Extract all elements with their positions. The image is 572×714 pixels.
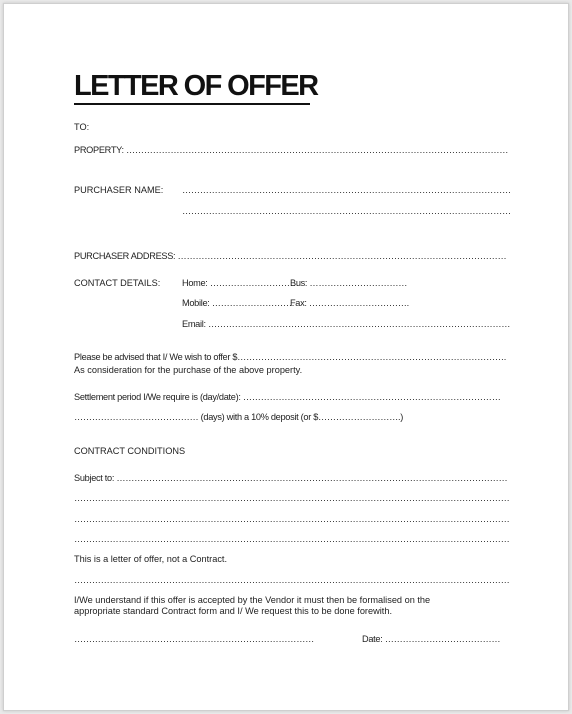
page-title: LETTER OF OFFER: [74, 70, 318, 102]
deposit-line: …………………………………… (days) with a 10% deposit (or $……………………….): [74, 412, 404, 422]
home-phone-line: Home: …………………………: [182, 278, 299, 288]
document-page: [3, 3, 569, 711]
purchaser-name-line-2: …………………………………………………………………………………………………: [182, 206, 511, 216]
fax-line: Fax: …………………………….: [290, 298, 409, 308]
condition-line: …………………………………………………………………………………………………………………………………: [74, 514, 510, 524]
condition-line: …………………………………………………………………………………………………………………………………: [74, 534, 510, 544]
understanding-text-1: I/We understand if this offer is accepted by the Vendor it must then be formalised on the: [74, 595, 431, 605]
contact-details-label: CONTACT DETAILS:: [74, 278, 161, 288]
to-label: TO:: [74, 122, 90, 132]
purchaser-address-line: PURCHASER ADDRESS: …………………………………………………………………………………………………: [74, 251, 507, 261]
date-line: Date: …………………………………: [362, 634, 501, 644]
title-underline: [74, 103, 310, 105]
business-phone-line: Bus: ……………………………: [290, 278, 408, 288]
not-contract-text: This is a letter of offer, not a Contract.: [74, 554, 228, 564]
property-line: PROPERTY: …………………………………………………………………………………………………………………: [74, 145, 509, 155]
mobile-phone-line: Mobile: ……………………….: [182, 298, 295, 308]
subject-to-line: Subject to: ……………………………………………………………………………………………………………………: [74, 473, 508, 483]
offer-consideration-text: As consideration for the purchase of the above property.: [74, 365, 303, 375]
offer-amount-line: Please be advised that I/ We wish to offer $……………………………………………………………………………….: [74, 352, 507, 362]
understanding-text-2: appropriate standard Contract form and I/ We request this to be done forewith.: [74, 606, 392, 616]
email-line: Email: …………………………………………………………………………………………: [182, 319, 511, 329]
not-contract-line: …………………………………………………………………………………………………………………………………: [74, 575, 510, 585]
condition-line: …………………………………………………………………………………………………………………………………: [74, 493, 510, 503]
settlement-period-line: Settlement period I/We require is (day/date): ……………………………………………………………………………: [74, 392, 501, 402]
contract-conditions-heading: CONTRACT CONDITIONS: [74, 446, 186, 456]
purchaser-name-label: PURCHASER NAME:: [74, 185, 164, 195]
purchaser-name-line-1: …………………………………………………………………………………………………: [182, 185, 511, 195]
signature-line: ………………………………………………………………………: [74, 634, 314, 644]
